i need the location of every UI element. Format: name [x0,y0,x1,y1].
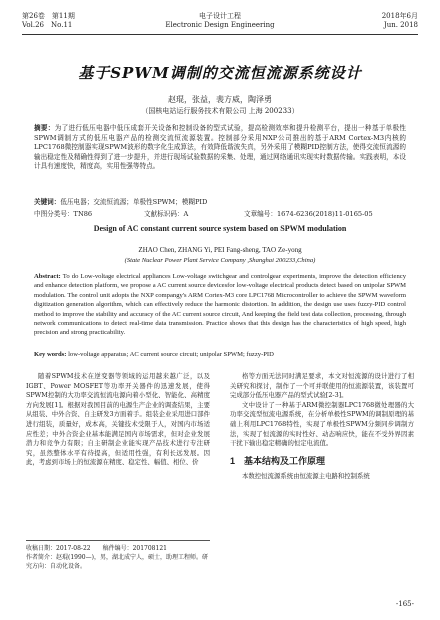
body-paragraph: 格等方面无法同时满足要求，本文对恒流源的设计进行了相关研究和探讨，制作了一个可并联使用的恒流源装置，该装置可完成部分低压电器产品的型式试验[2-3]。 [230,372,414,400]
abstract-cn [34,124,406,172]
en-keywords-text: low-voltage apparatus; AC current source circuit; unipolar SPWM; fuzzy-PID [68,351,274,358]
body-paragraph: 文中设计了一种基于ARM微控制器LPC1768微处理器的大功率交流型恒流电源系统，在分析单极性SPWM的调制原理的基础上利用LPC1768特性，实现了单极性SPWM分频同步调制方法，实现了恒流源的实时性好、动态响应快，能在不受外界因素干扰下输出稳定精确的恒定电流值。 [230,400,414,448]
date-en: Jun. 2018 [383,21,418,29]
en-keywords-label: Key words: [34,351,67,358]
keywords-cn [34,198,406,207]
body-paragraph: 随着SPWM技术在逆变器等领域的运用越来越广泛，以及IGBT、Power MOSFET等功率开关器件的迅速发展，使得SPWM控制的大功率交流恒流电源向着小型化、智能化、高精度方向发展[1]。根据对我国目前的电源生产企业的调查结果，主要从组装、中外合资、自主研发3方面着手。组装企业采用进口部件进行组装，质量好，成本高，关键技术受限于人，对国内市场适应性差；中外合资企业基本能满足国内市场需求，但对企业发展潜力和竞争力有限；自主研制企业能实现产品技术进行专注研究，虽然整体水平有待提高，但适用性强，有利长远发展。因此，考虑到市场上的恒流源在精度、稳定性、幅值、相位、价 [26,372,210,467]
header-rule [22,34,418,35]
english-authors: ZHAO Chen, ZHANG Yi, PEI Fang-sheng, TAO Ze-yong [138,246,302,254]
author-bio: 作者简介：赵琨(1990—)，男，湖北成宁人，硕士，助理工程师。研究方向：自动化设备。 [26,554,208,570]
section-heading: 1 基本结构及工作原理 [230,455,326,466]
author-list: 赵琨，张益，裴方威，陶泽勇 [168,95,272,104]
page-number: -165- [395,600,414,608]
keywords-text: 低压电器；交流恒流源；单极性SPWM；模糊PID [60,198,208,206]
body-column-left [26,372,210,468]
abstract-text: 为了进行低压电器中低压成套开关设备和控制设备的型式试验，提高检测效率和提升检测平台，提出一种基于单极性SPWM调制方式的低压电器产品的检测交流恒流源装置。控制部分采用NXP公司推出的基于ARM Cortex-M3内核的LPC1768微控制器实现SPWM波形的数字化生成算法，有效降低谐波失真，另外采用了模糊PID控制方法，使得交流恒流源的输出稳定性及精确性得到了进一步提升，并进行现场试验数据的采集、处理，通过网络通讯实现实时数据传输。实践表明，本设计具有速度快，精度高，实用性强等特点。 [34,124,407,170]
en-abstract-text: To do Low-voltage electrical appliances Low-voltage switchgear and controlgear experiments, improve the detection efficiency and enhance detection platform, we propose a AC current source devicesfor low-voltage electrical products detect based on unipolar SPWM modulation. The control unit adopts the NXP compangy's ARM Cortex-M3 core LPC1768 Microcontroller to achieve the SPWM waveform digitization generation algorithm, which can effectively reduce the harmonic distortion. In addition, the design use uses fuzzy-PID control method to improve the stability and accuracy of the AC current source circuit, And keeping the field test data collection, processing, through network communications to detect real-time data transmission. Practice shows that this design has the characteristics of high speed, high precision and strong practicability. [34,273,406,337]
running-header [22,12,418,38]
classification-line [34,210,406,219]
article-number: 文章编号：1674-6236(2018)11-0165-05 [244,210,373,218]
en-abstract-label: Abstract: [34,273,61,280]
document-code: 文献标识码：A [144,210,189,218]
english-affiliation: (State Nuclear Power Plant Service Company ,Shanghai 200233,China) [124,257,316,264]
issue-date [382,12,418,30]
keywords-en [34,350,406,359]
abstract-en [34,272,406,338]
abstract-label: 摘要： [34,124,55,132]
english-title: Design of AC constant current source system based on SPWM modulation [93,224,347,233]
paper-title: 基于SPWM调制的交流恒流源系统设计 [78,64,362,82]
body-column-right [230,372,414,482]
volume-cn: 第26卷 第11期 [22,12,75,20]
clc-number: 中图分类号：TN86 [34,210,93,218]
journal-name-en: Electronic Design Engineering [165,21,275,29]
received-date: 收稿日期：2017-08-22 稿件编号：201708121 [26,545,167,552]
volume-en: Vol.26 No.11 [22,21,73,29]
journal-name-cn: 电子设计工程 [199,12,241,20]
journal-name [22,12,418,30]
date-cn: 2018年6月 [381,12,418,20]
affiliation: （国核电站运行服务技术有限公司 上海 200233） [141,107,299,115]
keywords-label: 关键词： [34,198,61,206]
body-paragraph: 本数控恒流源系统由恒流源主电路和控制系统 [242,472,370,481]
footnote [26,540,210,571]
